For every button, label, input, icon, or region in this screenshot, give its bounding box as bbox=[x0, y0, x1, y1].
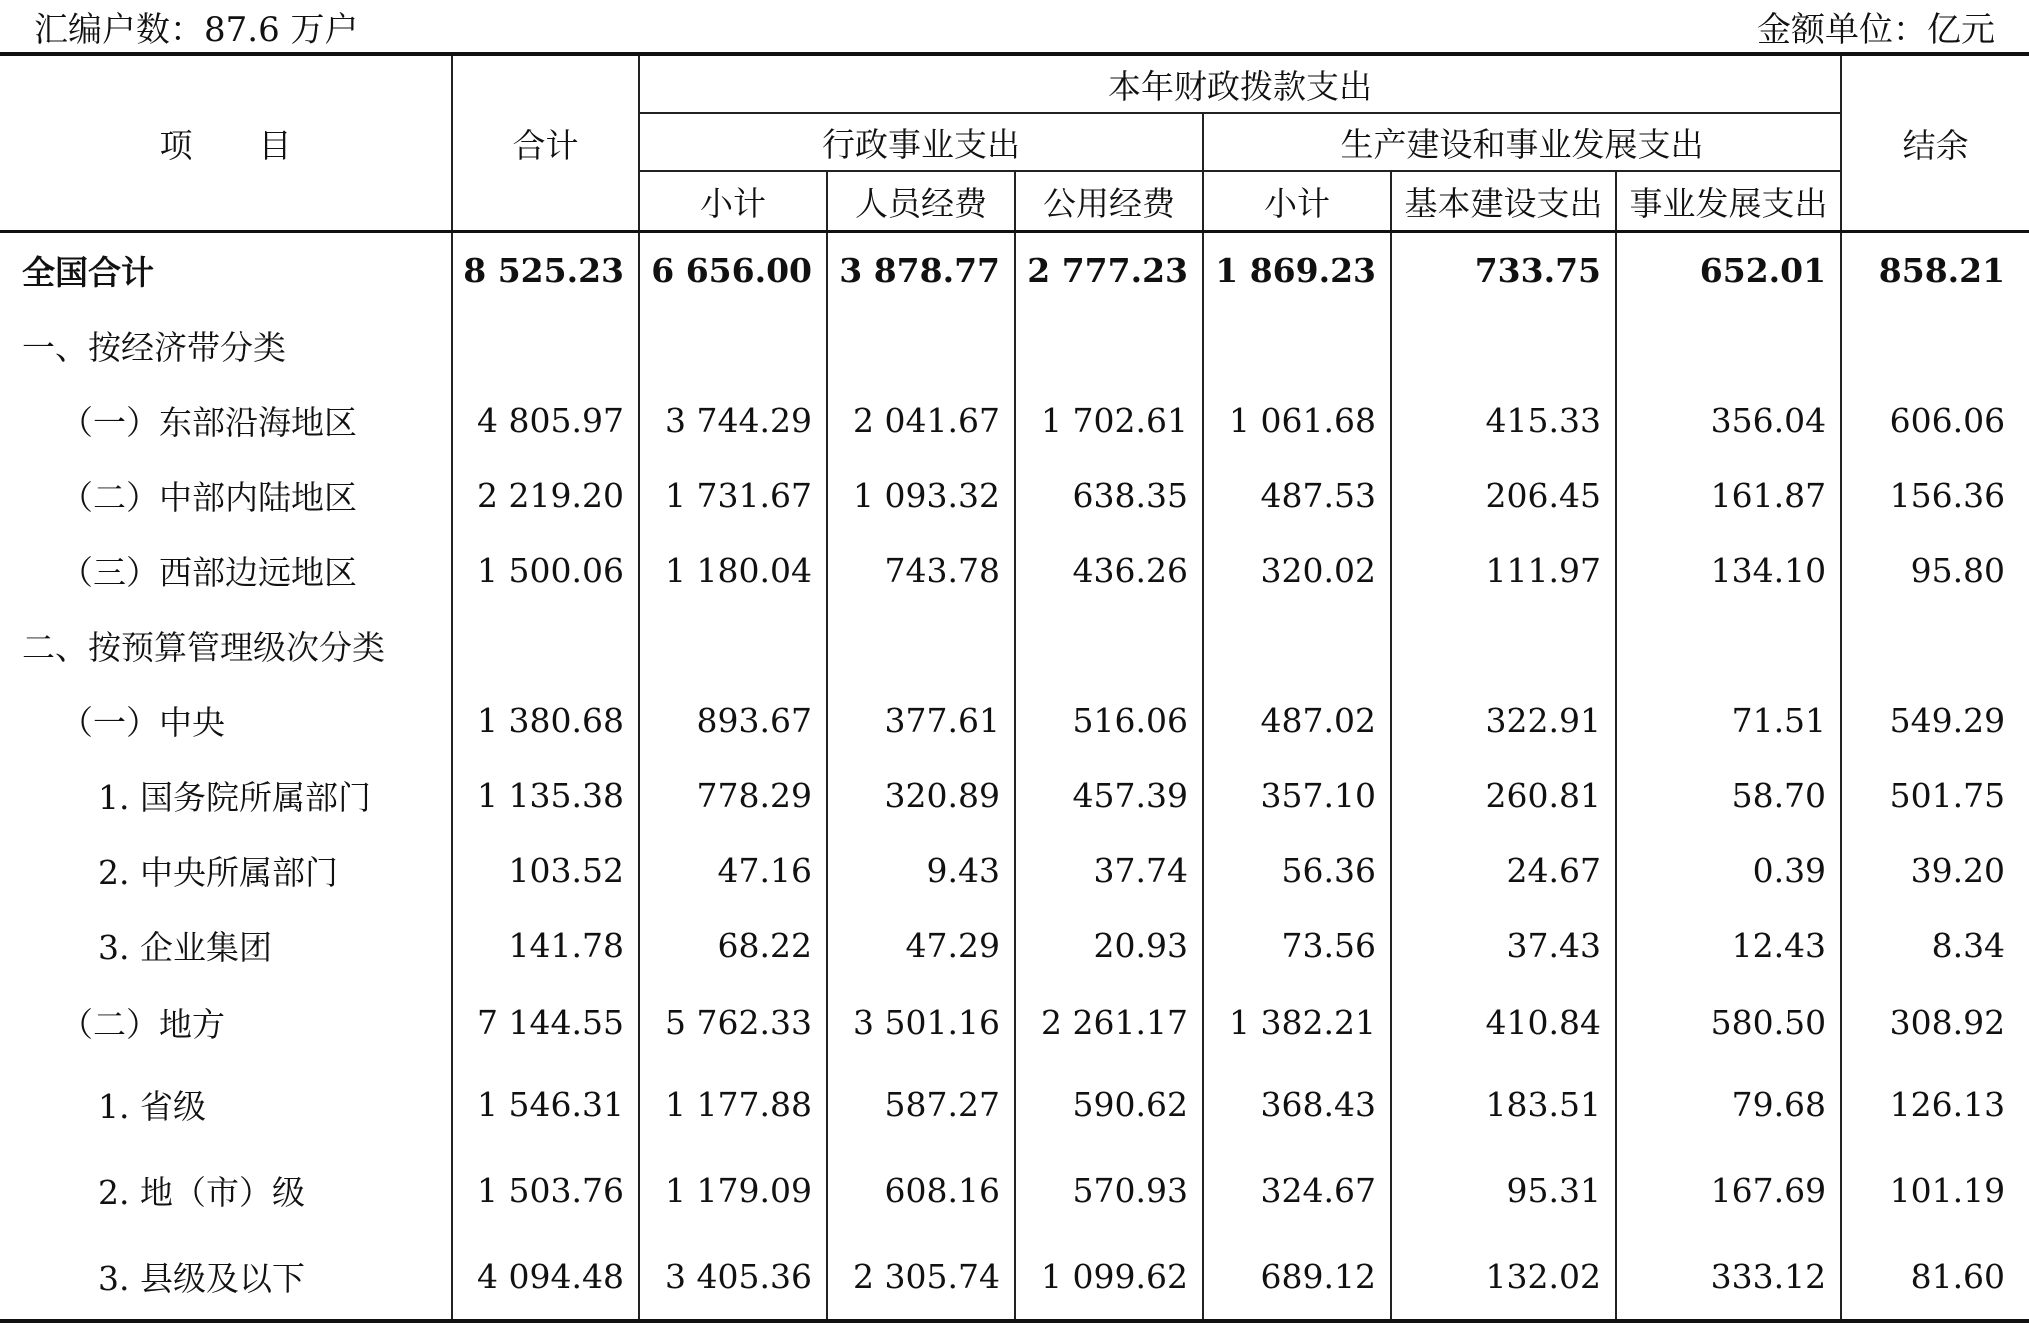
row-value: 103.52 bbox=[452, 833, 639, 908]
row-label: 1. 省级 bbox=[98, 1086, 206, 1126]
row-value: 320.02 bbox=[1203, 533, 1391, 608]
table-row bbox=[0, 308, 2029, 383]
row-value: 81.60 bbox=[1841, 1233, 2029, 1321]
header-prod-subtotal: 小计 bbox=[1203, 171, 1391, 232]
row-value: 3 405.36 bbox=[639, 1233, 827, 1321]
row-value: 608.16 bbox=[827, 1147, 1015, 1233]
row-label: 二、按预算管理级次分类 bbox=[22, 628, 385, 667]
row-value: 2 041.67 bbox=[827, 383, 1015, 458]
row-value bbox=[452, 608, 639, 683]
row-value: 161.87 bbox=[1616, 458, 1841, 533]
row-value: 39.20 bbox=[1841, 833, 2029, 908]
row-value: 79.68 bbox=[1616, 1061, 1841, 1147]
row-value bbox=[827, 308, 1015, 383]
table-row bbox=[0, 383, 2029, 458]
row-value: 68.22 bbox=[639, 908, 827, 983]
row-value: 1 503.76 bbox=[452, 1147, 639, 1233]
row-value: 1 546.31 bbox=[452, 1061, 639, 1147]
row-value: 778.29 bbox=[639, 758, 827, 833]
row-label: （一）中央 bbox=[60, 703, 225, 742]
row-value: 1 177.88 bbox=[639, 1061, 827, 1147]
row-value: 501.75 bbox=[1841, 758, 2029, 833]
row-value: 95.31 bbox=[1391, 1147, 1616, 1233]
row-value: 24.67 bbox=[1391, 833, 1616, 908]
row-value: 1 869.23 bbox=[1203, 232, 1391, 309]
table-row bbox=[0, 458, 2029, 533]
row-value: 5 762.33 bbox=[639, 983, 827, 1061]
row-value: 101.19 bbox=[1841, 1147, 2029, 1233]
row-value: 415.33 bbox=[1391, 383, 1616, 458]
table-caption-bar bbox=[0, 0, 2029, 50]
row-label: 全国合计 bbox=[22, 253, 154, 292]
row-value: 357.10 bbox=[1203, 758, 1391, 833]
row-value: 0.39 bbox=[1616, 833, 1841, 908]
row-value: 111.97 bbox=[1391, 533, 1616, 608]
row-value: 2 261.17 bbox=[1015, 983, 1203, 1061]
row-value: 1 731.67 bbox=[639, 458, 827, 533]
households-count: 汇编户数：87.6 万户 bbox=[34, 10, 359, 50]
row-value: 3 501.16 bbox=[827, 983, 1015, 1061]
row-value bbox=[639, 608, 827, 683]
row-value bbox=[1391, 308, 1616, 383]
row-value: 487.02 bbox=[1203, 683, 1391, 758]
row-value: 2 219.20 bbox=[452, 458, 639, 533]
row-value: 580.50 bbox=[1616, 983, 1841, 1061]
row-value bbox=[1015, 308, 1203, 383]
row-value: 1 180.04 bbox=[639, 533, 827, 608]
row-value: 606.06 bbox=[1841, 383, 2029, 458]
row-value: 4 094.48 bbox=[452, 1233, 639, 1321]
row-value: 733.75 bbox=[1391, 232, 1616, 309]
fiscal-expenditure-table bbox=[0, 52, 2029, 1323]
row-value: 320.89 bbox=[827, 758, 1015, 833]
row-value: 4 805.97 bbox=[452, 383, 639, 458]
currency-unit: 金额单位：亿元 bbox=[1757, 10, 1995, 50]
row-value: 71.51 bbox=[1616, 683, 1841, 758]
table-row bbox=[0, 608, 2029, 683]
row-value bbox=[1616, 608, 1841, 683]
row-value bbox=[452, 308, 639, 383]
row-value: 37.74 bbox=[1015, 833, 1203, 908]
row-value: 587.27 bbox=[827, 1061, 1015, 1147]
row-value: 436.26 bbox=[1015, 533, 1203, 608]
row-value: 516.06 bbox=[1015, 683, 1203, 758]
row-value bbox=[1616, 308, 1841, 383]
row-value: 47.29 bbox=[827, 908, 1015, 983]
row-value: 308.92 bbox=[1841, 983, 2029, 1061]
header-public: 公用经费 bbox=[1015, 171, 1203, 232]
row-value: 126.13 bbox=[1841, 1061, 2029, 1147]
row-value bbox=[827, 608, 1015, 683]
header-capital: 基本建设支出 bbox=[1391, 171, 1616, 232]
header-personnel: 人员经费 bbox=[827, 171, 1015, 232]
table-row bbox=[0, 1233, 2029, 1321]
row-value: 652.01 bbox=[1616, 232, 1841, 309]
row-value: 1 382.21 bbox=[1203, 983, 1391, 1061]
table-row bbox=[0, 683, 2029, 758]
row-label: （三）西部边远地区 bbox=[60, 553, 357, 592]
row-value: 322.91 bbox=[1391, 683, 1616, 758]
row-value: 1 500.06 bbox=[452, 533, 639, 608]
table-row bbox=[0, 983, 2029, 1061]
row-label: 1. 国务院所属部门 bbox=[98, 778, 371, 817]
row-value bbox=[639, 308, 827, 383]
row-label: 3. 县级及以下 bbox=[98, 1258, 305, 1298]
row-value: 260.81 bbox=[1391, 758, 1616, 833]
row-value: 8 525.23 bbox=[452, 232, 639, 309]
row-value: 12.43 bbox=[1616, 908, 1841, 983]
row-value: 6 656.00 bbox=[639, 232, 827, 309]
table-row bbox=[0, 833, 2029, 908]
row-value bbox=[1841, 608, 2029, 683]
row-label: 3. 企业集团 bbox=[98, 928, 272, 967]
table-row bbox=[0, 533, 2029, 608]
row-value: 570.93 bbox=[1015, 1147, 1203, 1233]
row-label: （一）东部沿海地区 bbox=[60, 403, 357, 442]
row-label: 2. 地（市）级 bbox=[98, 1172, 305, 1212]
header-balance: 结余 bbox=[1841, 54, 2029, 232]
row-value: 1 093.32 bbox=[827, 458, 1015, 533]
row-value: 457.39 bbox=[1015, 758, 1203, 833]
row-label: （二）地方 bbox=[60, 1004, 225, 1044]
row-value: 3 878.77 bbox=[827, 232, 1015, 309]
header-fiscal-expenditure: 本年财政拨款支出 bbox=[639, 54, 1841, 113]
row-value: 95.80 bbox=[1841, 533, 2029, 608]
row-value: 141.78 bbox=[452, 908, 639, 983]
row-value: 377.61 bbox=[827, 683, 1015, 758]
row-value: 410.84 bbox=[1391, 983, 1616, 1061]
row-value bbox=[1203, 608, 1391, 683]
row-value: 858.21 bbox=[1841, 232, 2029, 309]
row-value: 20.93 bbox=[1015, 908, 1203, 983]
row-value bbox=[1391, 608, 1616, 683]
row-value: 356.04 bbox=[1616, 383, 1841, 458]
row-value: 1 380.68 bbox=[452, 683, 639, 758]
row-value: 132.02 bbox=[1391, 1233, 1616, 1321]
row-value: 487.53 bbox=[1203, 458, 1391, 533]
row-value: 47.16 bbox=[639, 833, 827, 908]
table-row bbox=[0, 1061, 2029, 1147]
row-value: 9.43 bbox=[827, 833, 1015, 908]
header-admin-expenditure: 行政事业支出 bbox=[639, 113, 1203, 171]
row-value: 206.45 bbox=[1391, 458, 1616, 533]
row-value: 893.67 bbox=[639, 683, 827, 758]
row-value: 549.29 bbox=[1841, 683, 2029, 758]
row-value: 1 135.38 bbox=[452, 758, 639, 833]
row-label: （二）中部内陆地区 bbox=[60, 478, 357, 517]
row-value: 134.10 bbox=[1616, 533, 1841, 608]
table-row bbox=[0, 232, 2029, 309]
row-value: 2 777.23 bbox=[1015, 232, 1203, 309]
row-value: 56.36 bbox=[1203, 833, 1391, 908]
header-admin-subtotal: 小计 bbox=[639, 171, 827, 232]
table-row bbox=[0, 1147, 2029, 1233]
row-value: 638.35 bbox=[1015, 458, 1203, 533]
header-development: 事业发展支出 bbox=[1616, 171, 1841, 232]
row-label: 一、按经济带分类 bbox=[22, 328, 286, 367]
table-row bbox=[0, 758, 2029, 833]
row-value: 1 099.62 bbox=[1015, 1233, 1203, 1321]
row-value bbox=[1203, 308, 1391, 383]
header-production-expenditure: 生产建设和事业发展支出 bbox=[1203, 113, 1841, 171]
row-value: 689.12 bbox=[1203, 1233, 1391, 1321]
header-item: 项 目 bbox=[0, 54, 452, 232]
row-value: 743.78 bbox=[827, 533, 1015, 608]
row-value: 37.43 bbox=[1391, 908, 1616, 983]
row-value: 3 744.29 bbox=[639, 383, 827, 458]
row-value: 156.36 bbox=[1841, 458, 2029, 533]
row-value bbox=[1015, 608, 1203, 683]
row-value: 368.43 bbox=[1203, 1061, 1391, 1147]
row-value: 7 144.55 bbox=[452, 983, 639, 1061]
row-value: 590.62 bbox=[1015, 1061, 1203, 1147]
row-value: 333.12 bbox=[1616, 1233, 1841, 1321]
table-row bbox=[0, 908, 2029, 983]
row-value: 8.34 bbox=[1841, 908, 2029, 983]
header-total: 合计 bbox=[452, 54, 639, 232]
row-label: 2. 中央所属部门 bbox=[98, 853, 338, 892]
row-value: 2 305.74 bbox=[827, 1233, 1015, 1321]
row-value: 1 179.09 bbox=[639, 1147, 827, 1233]
row-value: 324.67 bbox=[1203, 1147, 1391, 1233]
row-value: 183.51 bbox=[1391, 1061, 1616, 1147]
row-value: 1 702.61 bbox=[1015, 383, 1203, 458]
row-value bbox=[1841, 308, 2029, 383]
row-value: 1 061.68 bbox=[1203, 383, 1391, 458]
row-value: 167.69 bbox=[1616, 1147, 1841, 1233]
row-value: 58.70 bbox=[1616, 758, 1841, 833]
row-value: 73.56 bbox=[1203, 908, 1391, 983]
